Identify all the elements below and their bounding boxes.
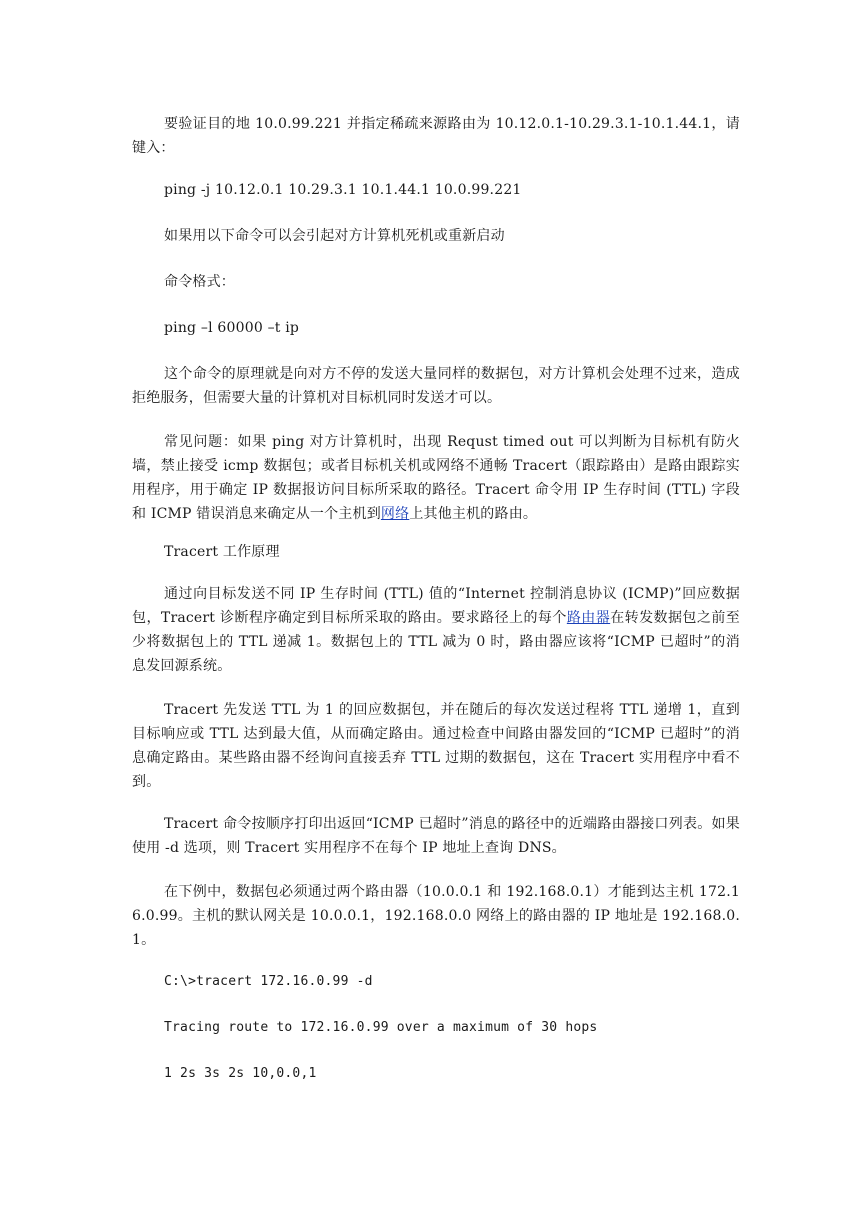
tracert-output-header: Tracing route to 172.16.0.99 over a maximum of 30 hops (164, 1020, 598, 1035)
command-ping-l: ping –l 60000 –t ip (164, 320, 300, 336)
heading-tracert-principle: Tracert 工作原理 (164, 544, 280, 560)
paragraph-dos-principle: 这个命令的原理就是向对方不停的发送大量同样的数据包，对方计算机会处理不过来，造成拒绝服务，但需要大量的计算机对目标机同时发送才可以。 (132, 366, 740, 406)
network-link[interactable]: 网络 (380, 506, 410, 522)
paragraph-tracert-list: Tracert 命令按顺序打印出返回“ICMP 已超时”消息的路径中的近端路由器接口列表。如果使用 -d 选项，则 Tracert 实用程序不在每个 IP 地址上查询 DNS。 (132, 816, 740, 856)
paragraph-common-questions (132, 430, 740, 526)
command-tracert: C:\>tracert 172.16.0.99 -d (164, 974, 373, 989)
text-segment: 在转发数据包之前至少将数据包上的 TTL 递减 1。数据包上的 TTL 减为 0 时，路由器应该将“ICMP 已超时”的消息发回源系统。 (132, 610, 740, 674)
command-ping-j: ping -j 10.12.0.1 10.29.3.1 10.1.44.1 10.0.99.221 (164, 182, 522, 198)
paragraph-tracert-ttl: Tracert 先发送 TTL 为 1 的回应数据包，并在随后的每次发送过程将 TTL 递增 1，直到目标响应或 TTL 达到最大值，从而确定路由。通过检查中间路由器发回的“ICMP 已超时”的消息确定路由。某些路由器不经询问直接丢弃 TTL 过期的数据包，这在 Tracert 实用程序中看不到。 (132, 702, 740, 790)
tracert-output-hop: 1 2s 3s 2s 10,0.0,1 (164, 1066, 317, 1081)
paragraph-command-format: 命令格式： (164, 274, 235, 290)
paragraph-tracert-intro (132, 582, 740, 678)
paragraph-ping-source-route: 要验证目的地 10.0.99.221 并指定稀疏来源路由为 10.12.0.1-10.29.3.1-10.1.44.1，请键入： (132, 116, 740, 156)
text-segment: 上其他主机的路由。 (409, 506, 538, 522)
router-link[interactable]: 路由器 (566, 610, 611, 626)
text-segment: 常见问题：如果 ping 对方计算机时，出现 Requst timed out 可以判断为目标机有防火墙，禁止接受 icmp 数据包；或者目标机关机或网络不通畅 Tracert（跟踪路由）是路由跟踪实用程序，用于确定 IP 数据报访问目标所采取的路径。Tracert 命令用 IP 生存时间 (TTL) 字段和 ICMP 错误消息来确定从一个主机到 (132, 434, 740, 522)
text-segment: 通过向目标发送不同 IP 生存时间 (TTL) 值的“Internet 控制消息协议 (ICMP)”回应数据包，Tracert 诊断程序确定到目标所采取的路由。要求路径上的每个 (132, 586, 740, 626)
paragraph-crash-note: 如果用以下命令可以会引起对方计算机死机或重新启动 (164, 228, 505, 244)
paragraph-example: 在下例中，数据包必须通过两个路由器（10.0.0.1 和 192.168.0.1）才能到达主机 172.16.0.99。主机的默认网关是 10.0.0.1，192.168.0.0 网络上的路由器的 IP 地址是 192.168.0.1。 (132, 884, 740, 948)
